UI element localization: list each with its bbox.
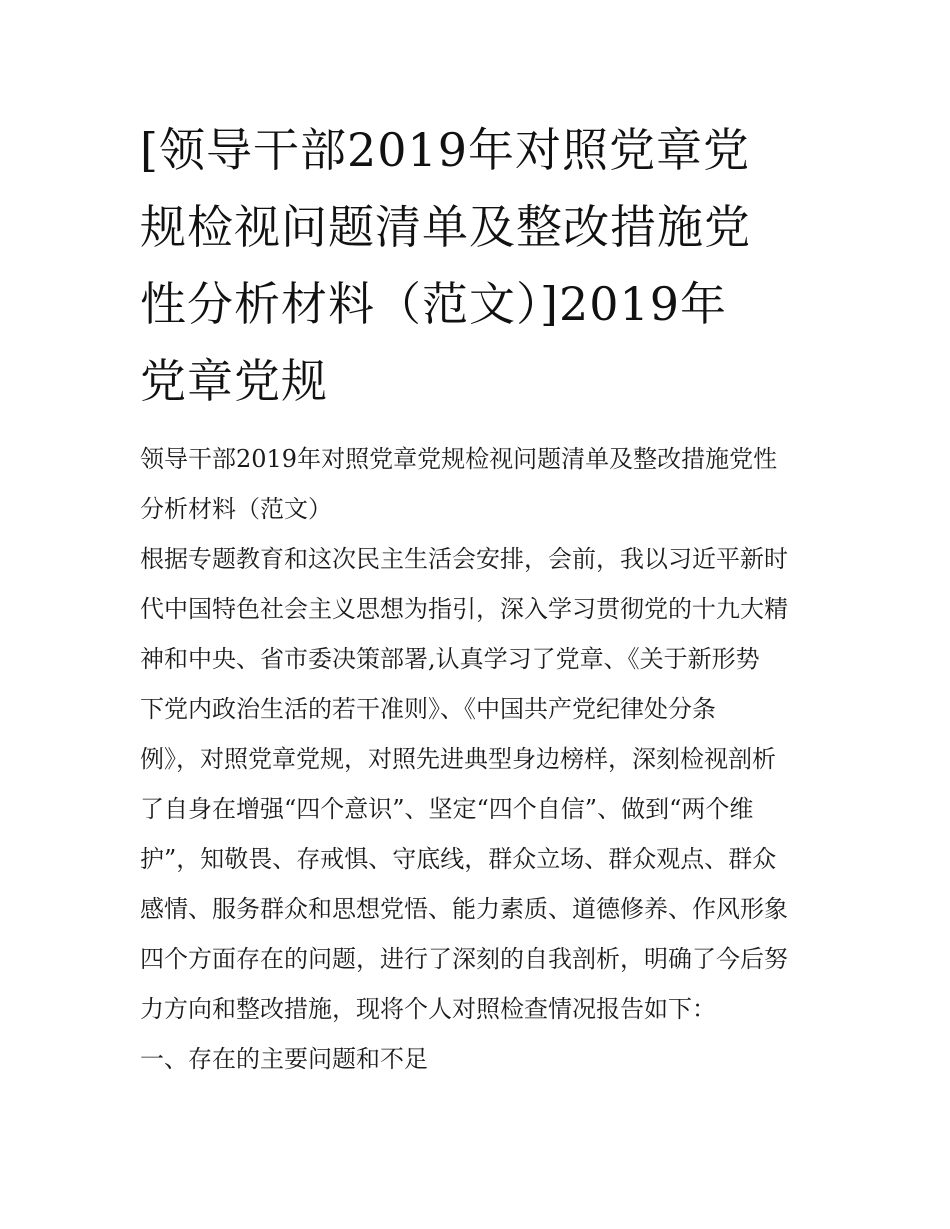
title-line: [领导干部2019年对照党章党 xyxy=(140,123,751,177)
title-line: 规检视问题清单及整改措施党 xyxy=(140,200,751,254)
paragraph-line: 了自身在增强“四个意识”、坚定“四个自信”、做到“两个维 xyxy=(140,795,754,823)
paragraph-line: 力方向和整改措施，现将个人对照检查情况报告如下： xyxy=(140,995,716,1023)
paragraph-line: 护”，知敬畏、存戒惧、守底线，群众立场、群众观点、群众 xyxy=(140,845,777,873)
document-body xyxy=(140,434,830,1084)
section-heading: 一、存在的主要问题和不足 xyxy=(140,1045,428,1073)
title-line: 党章党规 xyxy=(140,354,328,408)
paragraph-line: 神和中央、省市委决策部署,认真学习了党章、《关于新形势 xyxy=(140,645,760,673)
paragraph-line: 例》，对照党章党规，对照先进典型身边榜样，深刻检视剖析 xyxy=(140,745,776,773)
subtitle-line: 领导干部2019年对照党章党规检视问题清单及整改措施党性 xyxy=(140,445,778,473)
document-title xyxy=(140,112,820,420)
title-line: 性分析材料（范文）]2019年 xyxy=(140,277,728,331)
paragraph-line: 感情、服务群众和思想党悟、能力素质、道德修养、作风形象 xyxy=(140,895,788,923)
paragraph-line: 根据专题教育和这次民主生活会安排，会前，我以习近平新时 xyxy=(140,545,788,573)
paragraph-line: 代中国特色社会主义思想为指引，深入学习贯彻党的十九大精 xyxy=(140,595,788,623)
subtitle-line: 分析材料（范文） xyxy=(140,495,332,523)
paragraph-line: 四个方面存在的问题，进行了深刻的自我剖析，明确了今后努 xyxy=(140,945,788,973)
paragraph-line: 下党内政治生活的若干准则》、《中国共产党纪律处分条 xyxy=(140,695,716,723)
